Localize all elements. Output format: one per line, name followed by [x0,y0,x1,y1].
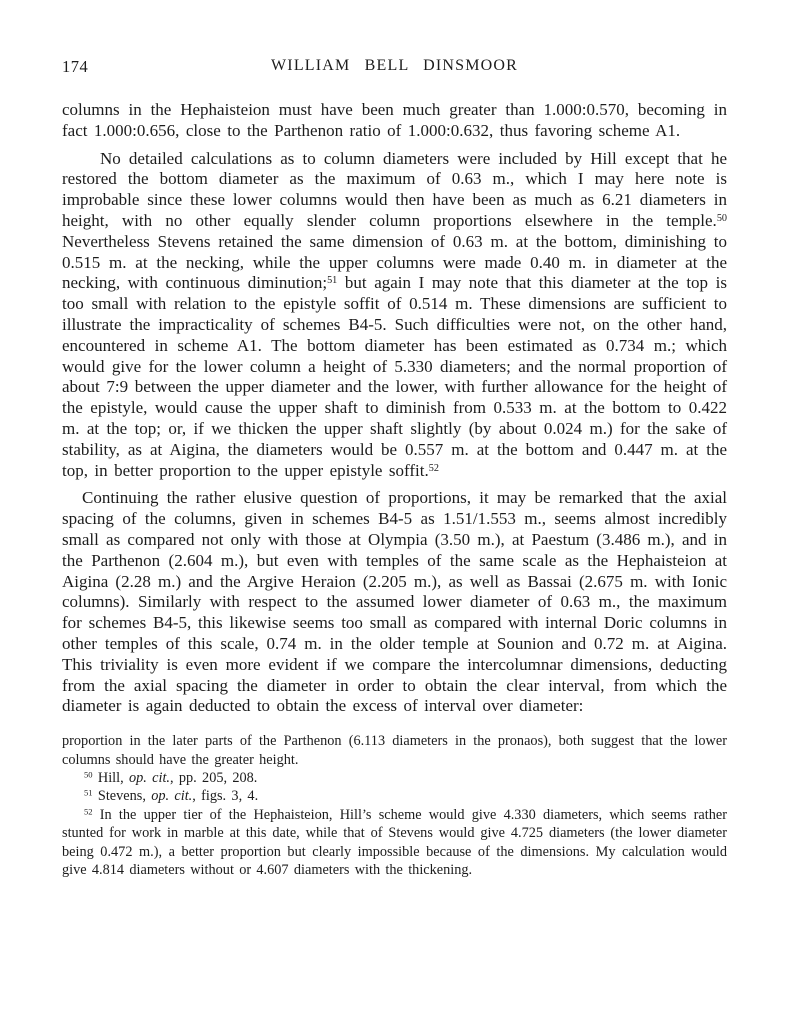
running-title: WILLIAM BELL DINSMOOR [270,57,519,74]
body-paragraph-1: columns in the Hephaisteion must have been much greater than 1.000:0.570, becoming in fact 1.000:0.656, close to the Parthenon ratio of 1.000:0.632, thus favoring scheme A1. [62,100,727,140]
footnote-51: $^{51}$ Stevens, op. cit., figs. 3, 4. [84,788,259,805]
footnote-continuation: proportion in the later parts of the Parthenon (6.113 diameters in the pronaos), both suggest that the lower columns should have the greater height. [62,733,727,768]
footnotes-section [62,732,727,879]
page-body [62,100,727,717]
body-paragraph-2: No detailed calculations as to column diameters were included by Hill except that he restored the bottom diameter as the maximum of 0.63 m., which I may here note is improbable since these lower columns would then have been as much as 6.21 diameters in height, with no other equally slender column proportions elsewhere in the temple.$^{50}$ Nevertheless Stevens retained the same dimension of 0.63 m. at the bottom, diminishing to 0.515 m. at the necking, while the upper columns were made 0.40 m. in diameter at the necking, with continuous diminution;$^{51}$ but again I may note that this diameter at the top is too small with relation to the epistyle soffit of 0.514 m. These dimensions are sufficient to illustrate the impracticality of schemes B4-5. Such difficulties were not, on the other hand, encountered in scheme A1. The bottom diameter has been estimated as 0.734 m.; which would give for the lower column a height of 5.330 diameters; and the normal proportion of about 7:9 between the upper diameter and the lower, with further allowance for the height of the epistyle, would cause the upper shaft to diminish from 0.533 m. at the bottom to 0.422 m. at the top; or, if we thicken the upper shaft slightly (by about 0.024 m.) for the sake of stability, as at Aigina, the diameters would be 0.557 m. at the bottom and 0.447 m. at the top, in better proportion to the upper epistyle soffit.$^{52}$ [62,148,727,480]
running-head [62,0,727,79]
footnote-50: $^{50}$ Hill, op. cit., pp. 205, 208. [84,769,258,786]
body-paragraph-3: Continuing the rather elusive question of proportions, it may be remarked that the axial spacing of the columns, given in schemes B4-5 as 1.51/1.553 m., seems almost incredibly small as compared not only with those at Olympia (3.50 m.), at Paestum (3.486 m.), and in the Parthenon (2.604 m.), but even with temples of the same scale as the Hephaisteion at Aigina (2.28 m.) and the Argive Heraion (2.205 m.), as well as Bassai (2.675 m. with Ionic columns). Similarly with respect to the assumed lower diameter of 0.63 m., the maximum for schemes B4-5, this likewise seems too small as compared with internal Doric columns in other temples of this scale, 0.74 m. in the older temple at Sounion and 0.72 m. at Aigina. This triviality is even more evident if we compare the intercolumnar dimensions, deducting from the axial spacing the diameter in order to obtain the clear interval, from which the diameter is again deducted to obtain the excess of interval over diameter: [62,488,727,716]
footnote-52: $^{52}$ In the upper tier of the Hephaisteion, Hill’s scheme would give 4.330 diameters, which seems rather stunted for work in marble at this date, while that of Stevens would give 4.725 diameters (the lower diameter being 0.472 m.), a better proportion but clearly impossible because of the dimensions. My calculation would give 4.814 diameters without or 4.607 diameters with the thickening. [62,806,727,878]
page-number: 174 [62,57,89,76]
